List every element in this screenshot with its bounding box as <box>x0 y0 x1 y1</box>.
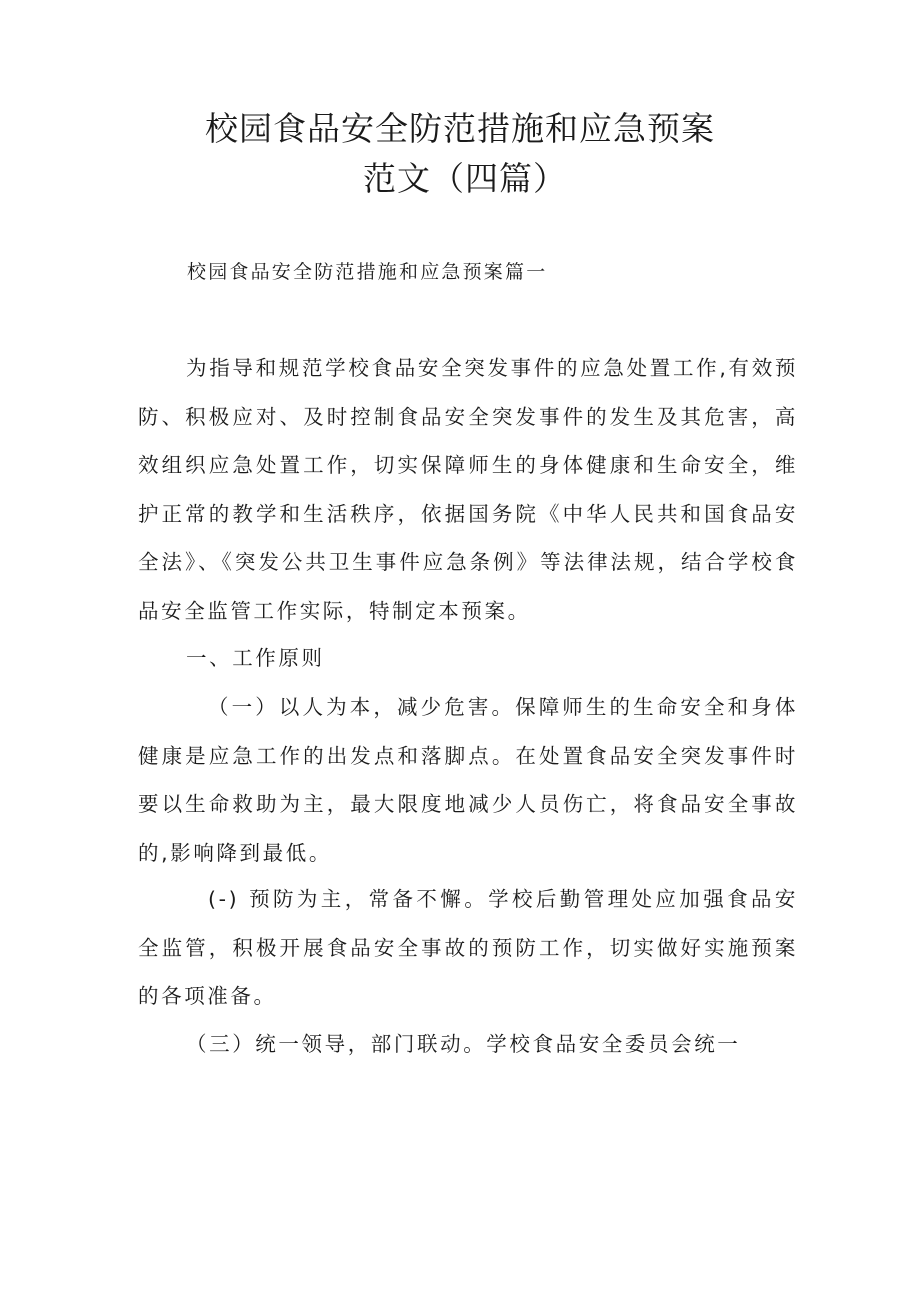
paragraph-principle-2: (-) 预防为主，常备不懈。学校后勤管理处应加强食品安全监管，积极开展食品安全事故的预防工作，切实做好实施预案的各项准备。 <box>138 887 798 1008</box>
document-subtitle: 范文（四篇） <box>363 159 567 198</box>
document-title-block <box>0 104 920 204</box>
paragraph-principle-heading: 一、工作原则 <box>186 646 325 670</box>
document-title: 校园食品安全防范措施和应急预案 <box>205 109 715 148</box>
section-heading: 校园食品安全防范措施和应急预案篇一 <box>187 261 548 283</box>
paragraph-intro: 为指导和规范学校食品安全突发事件的应急处置工作,有效预防、积极应对、及时控制食品安全突发事件的发生及其危害，高效组织应急处置工作，切实保障师生的身体健康和生命安全，维护正常的教学和生活秩序，依据国务院《中华人民共和国食品安全法》、《突发公共卫生事件应急条例》等法律法规，结合学校食品安全监管工作实际，特制定本预案。 <box>138 356 798 623</box>
paragraph-principle-1: （一）以人为本，减少危害。保障师生的生命安全和身体健康是应急工作的出发点和落脚点。在处置食品安全突发事件时要以生命救助为主，最大限度地减少人员伤亡，将食品安全事故的,影响降到最低。 <box>138 695 798 865</box>
paragraph-principle-3: （三）统一领导，部门联动。学校食品安全委员会统一 <box>186 1032 741 1056</box>
